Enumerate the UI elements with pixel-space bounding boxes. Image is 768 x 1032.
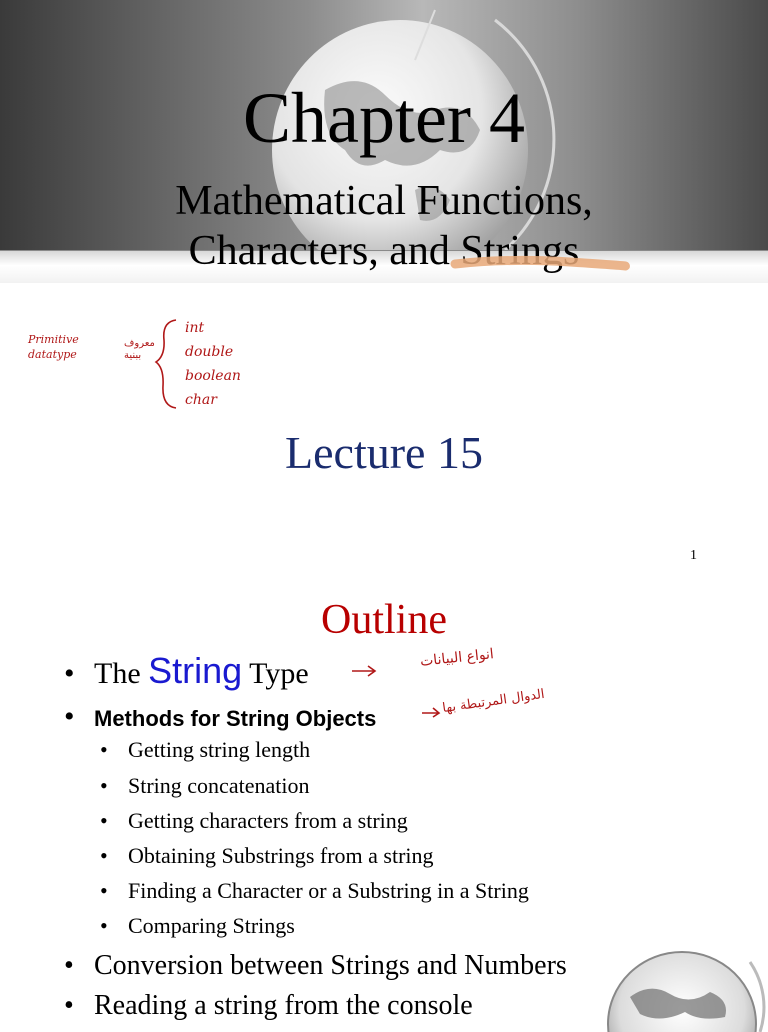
- handwritten-note-arabic: معروف ببنية: [124, 338, 155, 361]
- bullet-glyph: •: [64, 950, 74, 981]
- sub-bullet: [100, 737, 310, 763]
- handwritten-type: char: [185, 392, 217, 408]
- bullet-text: Conversion between Strings and Numbers: [94, 950, 567, 981]
- bullet-glyph: •: [64, 657, 75, 690]
- handwritten-note-arabic-2: الدوال المرتبطة بها: [441, 686, 546, 717]
- sub-bullet: [100, 843, 434, 869]
- handwritten-type-list: [185, 316, 241, 412]
- subtitle-line-2: Characters, and Strings: [188, 228, 580, 274]
- sub-bullet: [100, 773, 309, 799]
- bullet-glyph: •: [100, 773, 108, 798]
- sub-bullet-text: Getting characters from a string: [128, 808, 408, 833]
- globe-icon: [590, 942, 768, 1032]
- bullet-text: The: [94, 657, 149, 690]
- slide-subtitle: [0, 176, 768, 276]
- string-keyword: String: [148, 650, 243, 691]
- bullet-glyph: •: [100, 843, 108, 868]
- bullet-text: Reading a string from the console: [94, 990, 473, 1021]
- bullet-glyph: •: [100, 808, 108, 833]
- highlighter-mark: [450, 254, 630, 274]
- sub-bullet-text: Finding a Character or a Substring in a String: [128, 878, 529, 903]
- handwritten-brace: [150, 316, 180, 412]
- bullet-text: Methods for String Objects: [94, 706, 377, 731]
- handwritten-type: boolean: [185, 368, 241, 384]
- sub-bullet: [100, 913, 295, 939]
- handwritten-arrow: [420, 705, 444, 719]
- outline-title: Outline: [321, 597, 447, 643]
- lecture-label: Lecture 15: [285, 427, 483, 478]
- subtitle-line-1: Mathematical Functions,: [175, 178, 593, 224]
- bullet-glyph: •: [64, 700, 75, 733]
- sub-bullet-text: String concatenation: [128, 773, 310, 798]
- handwritten-type: double: [185, 344, 234, 360]
- sub-bullet: [100, 808, 408, 834]
- handwritten-type: int: [185, 320, 205, 336]
- sub-bullet-text: Getting string length: [128, 737, 311, 762]
- bullet-string-type: [64, 650, 309, 692]
- sub-bullet: [100, 878, 529, 904]
- bullet-glyph: •: [100, 737, 108, 762]
- sub-bullet-text: Comparing Strings: [128, 913, 295, 938]
- bullet-methods: [64, 700, 376, 734]
- bullet-text: Type: [242, 657, 309, 690]
- sub-bullet-text: Obtaining Substrings from a string: [128, 843, 434, 868]
- slide-title: Chapter 4: [243, 78, 525, 158]
- bullet-conversion: [64, 950, 567, 982]
- handwritten-note-arabic-1: انواع البيانات: [419, 646, 495, 670]
- bullet-glyph: •: [64, 990, 74, 1021]
- bullet-reading: [64, 990, 473, 1022]
- bullet-glyph: •: [100, 878, 108, 903]
- bullet-glyph: •: [100, 913, 108, 938]
- page-number: 1: [690, 548, 697, 563]
- handwritten-note-primitive: Primitive datatype: [28, 333, 79, 361]
- handwritten-arrow: [350, 662, 380, 678]
